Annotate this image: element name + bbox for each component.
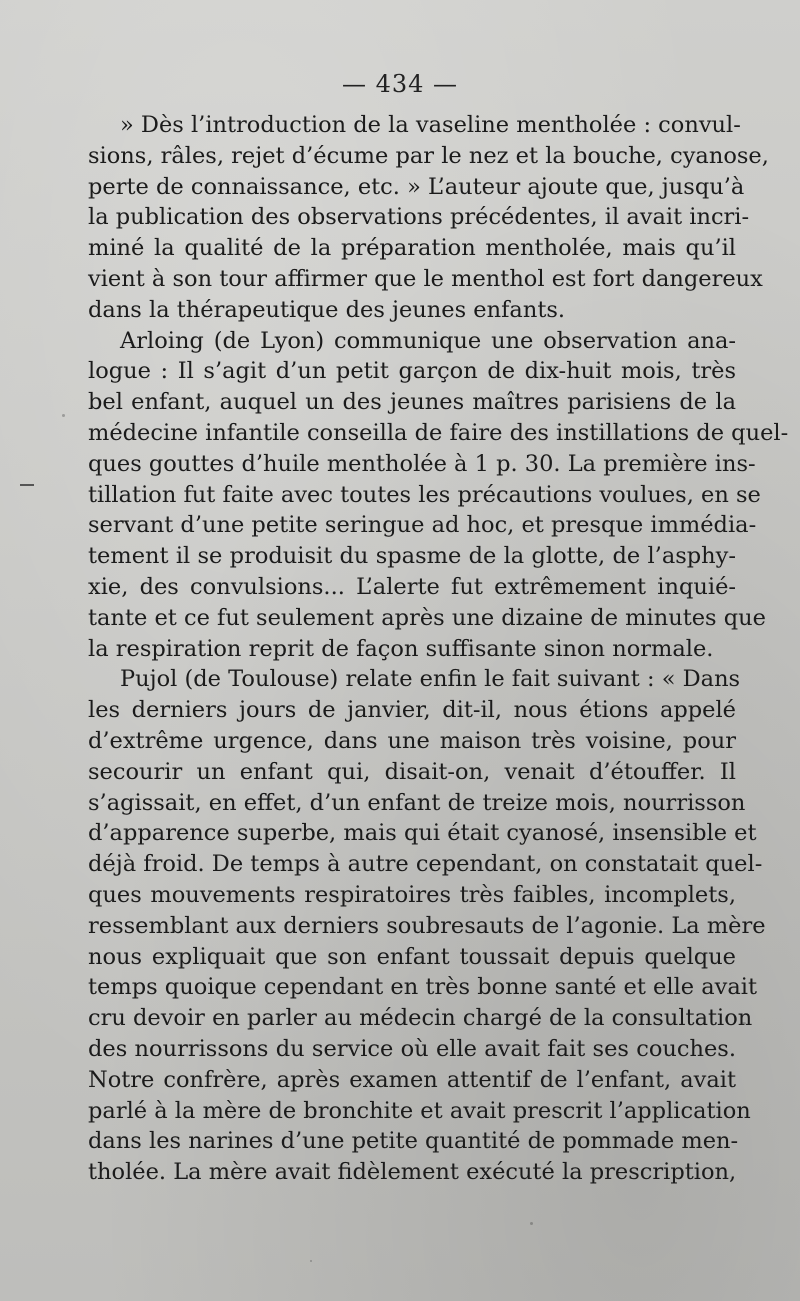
text-line: secourir un enfant qui, disait-on, venait d’étouffer. Il (88, 758, 736, 785)
text-line: tement il se produisit du spasme de la glotte, de l’asphy- (88, 543, 736, 570)
text-line: tante et ce fut seulement après une dizaine de minutes que (88, 604, 766, 631)
paper-speckle (530, 1222, 533, 1225)
text-line: s’agissait, en effet, d’un enfant de treize mois, nourrisson (88, 789, 746, 816)
text-line: ques gouttes d’huile mentholée à 1 p. 30. La première ins- (88, 450, 756, 477)
text-line: tholée. La mère avait fidèlement exécuté la prescription, (88, 1159, 737, 1186)
text-line: les derniers jours de janvier, dit-il, nous étions appelé (88, 697, 736, 724)
text-line: Pujol (de Toulouse) relate enfin le fait suivant : « Dans (120, 666, 741, 693)
text-line: Arloing (de Lyon) communique une observation ana- (120, 327, 736, 354)
text-line: ques mouvements respiratoires très faibles, incomplets, (88, 881, 736, 908)
text-line: sions, râles, rejet d’écume par le nez et la bouche, cyanose, (88, 142, 769, 169)
text-line: Notre confrère, après examen attentif de l’enfant, avait (88, 1066, 736, 1093)
text-line: miné la qualité de la préparation mentholée, mais qu’il (88, 235, 736, 262)
text-line: déjà froid. De temps à autre cependant, on constatait quel- (88, 851, 763, 878)
paper-speckle (62, 414, 65, 417)
text-line: xie, des convulsions... L’alerte fut extrêmement inquié- (88, 573, 736, 600)
text-line: d’apparence superbe, mais qui était cyanosé, insensible et (88, 820, 757, 847)
text-line: dans la thérapeutique des jeunes enfants. (88, 296, 566, 323)
text-line: vient à son tour affirmer que le menthol est fort dangereux (88, 265, 763, 292)
text-line: tillation fut faite avec toutes les précautions voulues, en se (88, 481, 761, 508)
paper-speckle (742, 1022, 746, 1025)
text-line: » Dès l’introduction de la vaseline mentholée : convul- (120, 112, 741, 138)
text-line: servant d’une petite seringue ad hoc, et presque immédia- (88, 512, 757, 539)
paper-speckle (310, 1260, 312, 1262)
text-line: médecine infantile conseilla de faire des instillations de quel- (88, 419, 789, 446)
text-line: nous expliquait que son enfant toussait depuis quelque (88, 943, 736, 970)
text-line: des nourrissons du service où elle avait fait ses couches. (88, 1035, 736, 1062)
text-line: temps quoique cependant en très bonne santé et elle avait (88, 974, 758, 1001)
text-line: logue : Il s’agit d’un petit garçon de dix-huit mois, très (88, 358, 736, 385)
page-number: — 434 — (341, 70, 459, 98)
margin-mark (20, 484, 34, 486)
text-line: dans les narines d’une petite quantité de pommade men- (88, 1128, 739, 1155)
body-text (88, 110, 789, 1188)
text-line: d’extrême urgence, dans une maison très voisine, pour (88, 727, 736, 754)
text-line: perte de connaissance, etc. » L’auteur ajoute que, jusqu’à (88, 173, 745, 200)
text-line: ressemblant aux derniers soubresauts de l’agonie. La mère (88, 912, 766, 939)
text-line: cru devoir en parler au médecin chargé de la consultation (88, 1005, 753, 1032)
text-line: parlé à la mère de bronchite et avait prescrit l’application (88, 1097, 751, 1124)
text-line: bel enfant, auquel un des jeunes maîtres parisiens de la (88, 389, 736, 416)
text-line: la publication des observations précédentes, il avait incri- (88, 204, 750, 231)
text-line: la respiration reprit de façon suffisante sinon normale. (88, 635, 714, 662)
